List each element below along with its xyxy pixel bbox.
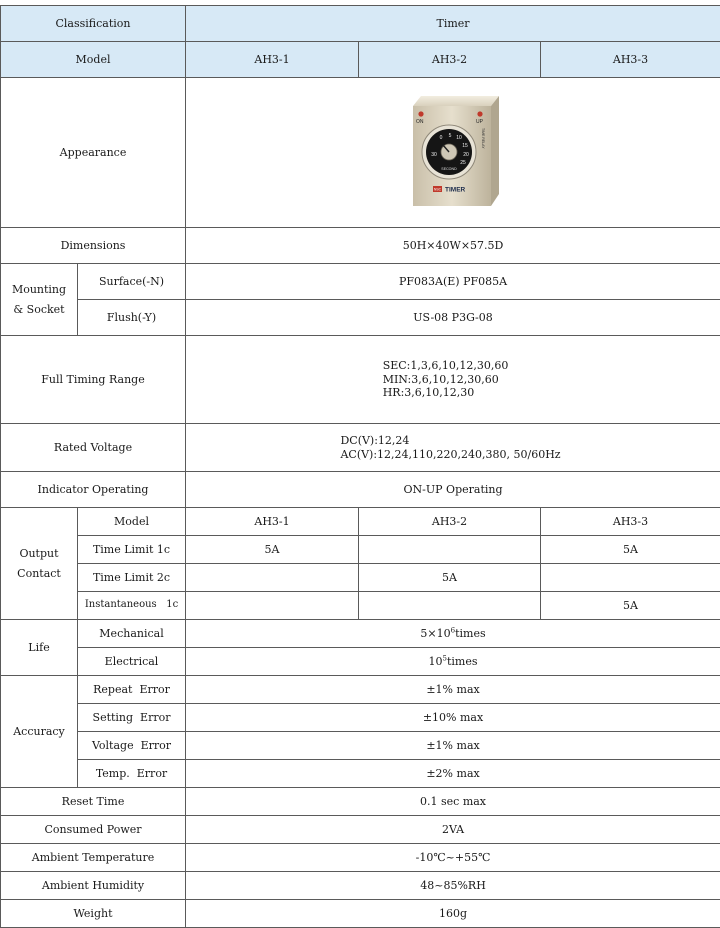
life-label: Life	[1, 620, 78, 676]
output-label-line1: Output	[19, 546, 59, 560]
appearance-label: Appearance	[1, 78, 186, 228]
voltage-ac: AC(V):12,24,110,220,240,380, 50/60Hz	[340, 447, 561, 461]
flush-label: Flush(-Y)	[78, 300, 186, 336]
instantaneous-1c-ah3-1	[186, 592, 359, 620]
voltage-label: Rated Voltage	[1, 424, 186, 472]
repeat-error-label: Repeat Error	[78, 676, 186, 704]
indicator-value: ON-UP Operating	[186, 472, 720, 508]
appearance-image-cell	[186, 78, 720, 228]
dimensions-value: 50H×40W×57.5D	[186, 228, 720, 264]
ambient-humidity-row	[1, 872, 720, 900]
instantaneous-1c-row	[1, 592, 720, 620]
output-model-label: Model	[78, 508, 186, 536]
weight-value: 160g	[186, 900, 720, 928]
model-ah3-2: AH3-2	[359, 42, 541, 78]
life-mechanical-row	[1, 620, 720, 648]
indicator-label: Indicator Operating	[1, 472, 186, 508]
up-label: UP	[476, 118, 483, 125]
ambient-temperature-value: -10℃~+55℃	[186, 844, 720, 872]
timing-min: MIN:3,6,10,12,30,60	[382, 372, 499, 386]
dial-number: 5	[448, 132, 452, 139]
time-limit-2c-label: Time Limit 2c	[78, 564, 186, 592]
surface-label: Surface(-N)	[78, 264, 186, 300]
output-label	[1, 508, 78, 620]
weight-row	[1, 900, 720, 928]
dimensions-row	[1, 228, 720, 264]
time-limit-2c-ah3-3	[541, 564, 720, 592]
on-label: ON	[416, 118, 424, 125]
timer-top-face	[413, 96, 499, 106]
dial-number: 0	[439, 134, 443, 141]
repeat-error-value: ±1% max	[186, 676, 720, 704]
on-indicator-lamp	[418, 111, 423, 116]
time-limit-2c-row	[1, 564, 720, 592]
dial-unit-label: SECOND	[441, 166, 457, 171]
voltage-error-row	[1, 732, 720, 760]
instantaneous-1c-ah3-2	[359, 592, 541, 620]
electrical-value	[186, 648, 720, 676]
time-limit-2c-ah3-1	[186, 564, 359, 592]
voltage-value	[186, 424, 720, 472]
voltage-row	[1, 424, 720, 472]
voltage-error-label: Voltage Error	[78, 732, 186, 760]
electrical-unit: times	[446, 654, 478, 668]
timing-row	[1, 336, 720, 424]
appearance-row	[1, 78, 720, 228]
consumed-power-row	[1, 816, 720, 844]
timing-label: Full Timing Range	[1, 336, 186, 424]
output-model-ah3-3: AH3-3	[541, 508, 720, 536]
time-limit-2c-ah3-2: 5A	[359, 564, 541, 592]
timer-side-face	[491, 96, 499, 206]
dial-number: 10	[456, 134, 462, 141]
output-model-ah3-1: AH3-1	[186, 508, 359, 536]
setting-error-row	[1, 704, 720, 732]
reset-time-row	[1, 788, 720, 816]
mechanical-exponent: 6	[450, 625, 456, 634]
classification-value: Timer	[186, 6, 720, 42]
time-limit-1c-ah3-2	[359, 536, 541, 564]
timing-value	[186, 336, 720, 424]
timing-sec: SEC:1,3,6,10,12,30,60	[382, 358, 509, 372]
electrical-label: Electrical	[78, 648, 186, 676]
temp-error-value: ±2% max	[186, 760, 720, 788]
output-model-row	[1, 508, 720, 536]
ambient-humidity-value: 48~85%RH	[186, 872, 720, 900]
side-label: TIME RELAY	[481, 127, 486, 149]
consumed-power-value: 2VA	[186, 816, 720, 844]
mounting-surface-row	[1, 264, 720, 300]
temp-error-label: Temp. Error	[78, 760, 186, 788]
electrical-base: 10	[428, 654, 443, 668]
timing-hr: HR:3,6,10,12,30	[382, 386, 475, 400]
mechanical-value	[186, 620, 720, 648]
consumed-power-label: Consumed Power	[1, 816, 186, 844]
dial-number: 20	[463, 151, 469, 158]
time-limit-1c-label: Time Limit 1c	[78, 536, 186, 564]
mounting-label	[1, 264, 78, 336]
temp-error-row	[1, 760, 720, 788]
timer-spec-table	[0, 5, 720, 928]
instantaneous-1c-ah3-3: 5A	[541, 592, 720, 620]
voltage-error-value: ±1% max	[186, 732, 720, 760]
up-indicator-lamp	[477, 111, 482, 116]
reset-time-label: Reset Time	[1, 788, 186, 816]
product-name: TIMER	[445, 186, 466, 193]
time-limit-1c-row	[1, 536, 720, 564]
weight-label: Weight	[1, 900, 186, 928]
electrical-exponent: 5	[442, 653, 447, 662]
mounting-label-line2: & Socket	[13, 302, 65, 316]
time-limit-1c-ah3-3: 5A	[541, 536, 720, 564]
mechanical-base: 5×10	[420, 626, 451, 640]
mechanical-unit: times	[455, 626, 486, 640]
ambient-temperature-row	[1, 844, 720, 872]
classification-row	[1, 6, 720, 42]
ambient-humidity-label: Ambient Humidity	[1, 872, 186, 900]
model-label: Model	[1, 42, 186, 78]
indicator-row	[1, 472, 720, 508]
setting-error-label: Setting Error	[78, 704, 186, 732]
timer-relay-photo	[403, 94, 503, 212]
model-ah3-3: AH3-3	[541, 42, 720, 78]
classification-label: Classification	[1, 6, 186, 42]
dimensions-label: Dimensions	[1, 228, 186, 264]
reset-time-value: 0.1 sec max	[186, 788, 720, 816]
brand-tag-text: NSC	[433, 187, 442, 191]
model-header-row	[1, 42, 720, 78]
repeat-error-row	[1, 676, 720, 704]
voltage-dc: DC(V):12,24	[340, 433, 410, 447]
mounting-label-line1: Mounting	[11, 282, 67, 296]
dial-number: 25	[460, 159, 466, 166]
mounting-flush-row	[1, 300, 720, 336]
model-ah3-1: AH3-1	[186, 42, 359, 78]
output-label-line2: Contact	[17, 566, 61, 580]
time-limit-1c-ah3-1: 5A	[186, 536, 359, 564]
dial-number: 30	[431, 151, 437, 158]
mechanical-label: Mechanical	[78, 620, 186, 648]
instantaneous-1c-label: Instantaneous 1c	[78, 592, 186, 620]
accuracy-label: Accuracy	[1, 676, 78, 788]
surface-value: PF083A(E) PF085A	[186, 264, 720, 300]
setting-error-value: ±10% max	[186, 704, 720, 732]
output-model-ah3-2: AH3-2	[359, 508, 541, 536]
ambient-temperature-label: Ambient Temperature	[1, 844, 186, 872]
dial-number: 15	[462, 142, 468, 149]
life-electrical-row	[1, 648, 720, 676]
flush-value: US-08 P3G-08	[186, 300, 720, 336]
